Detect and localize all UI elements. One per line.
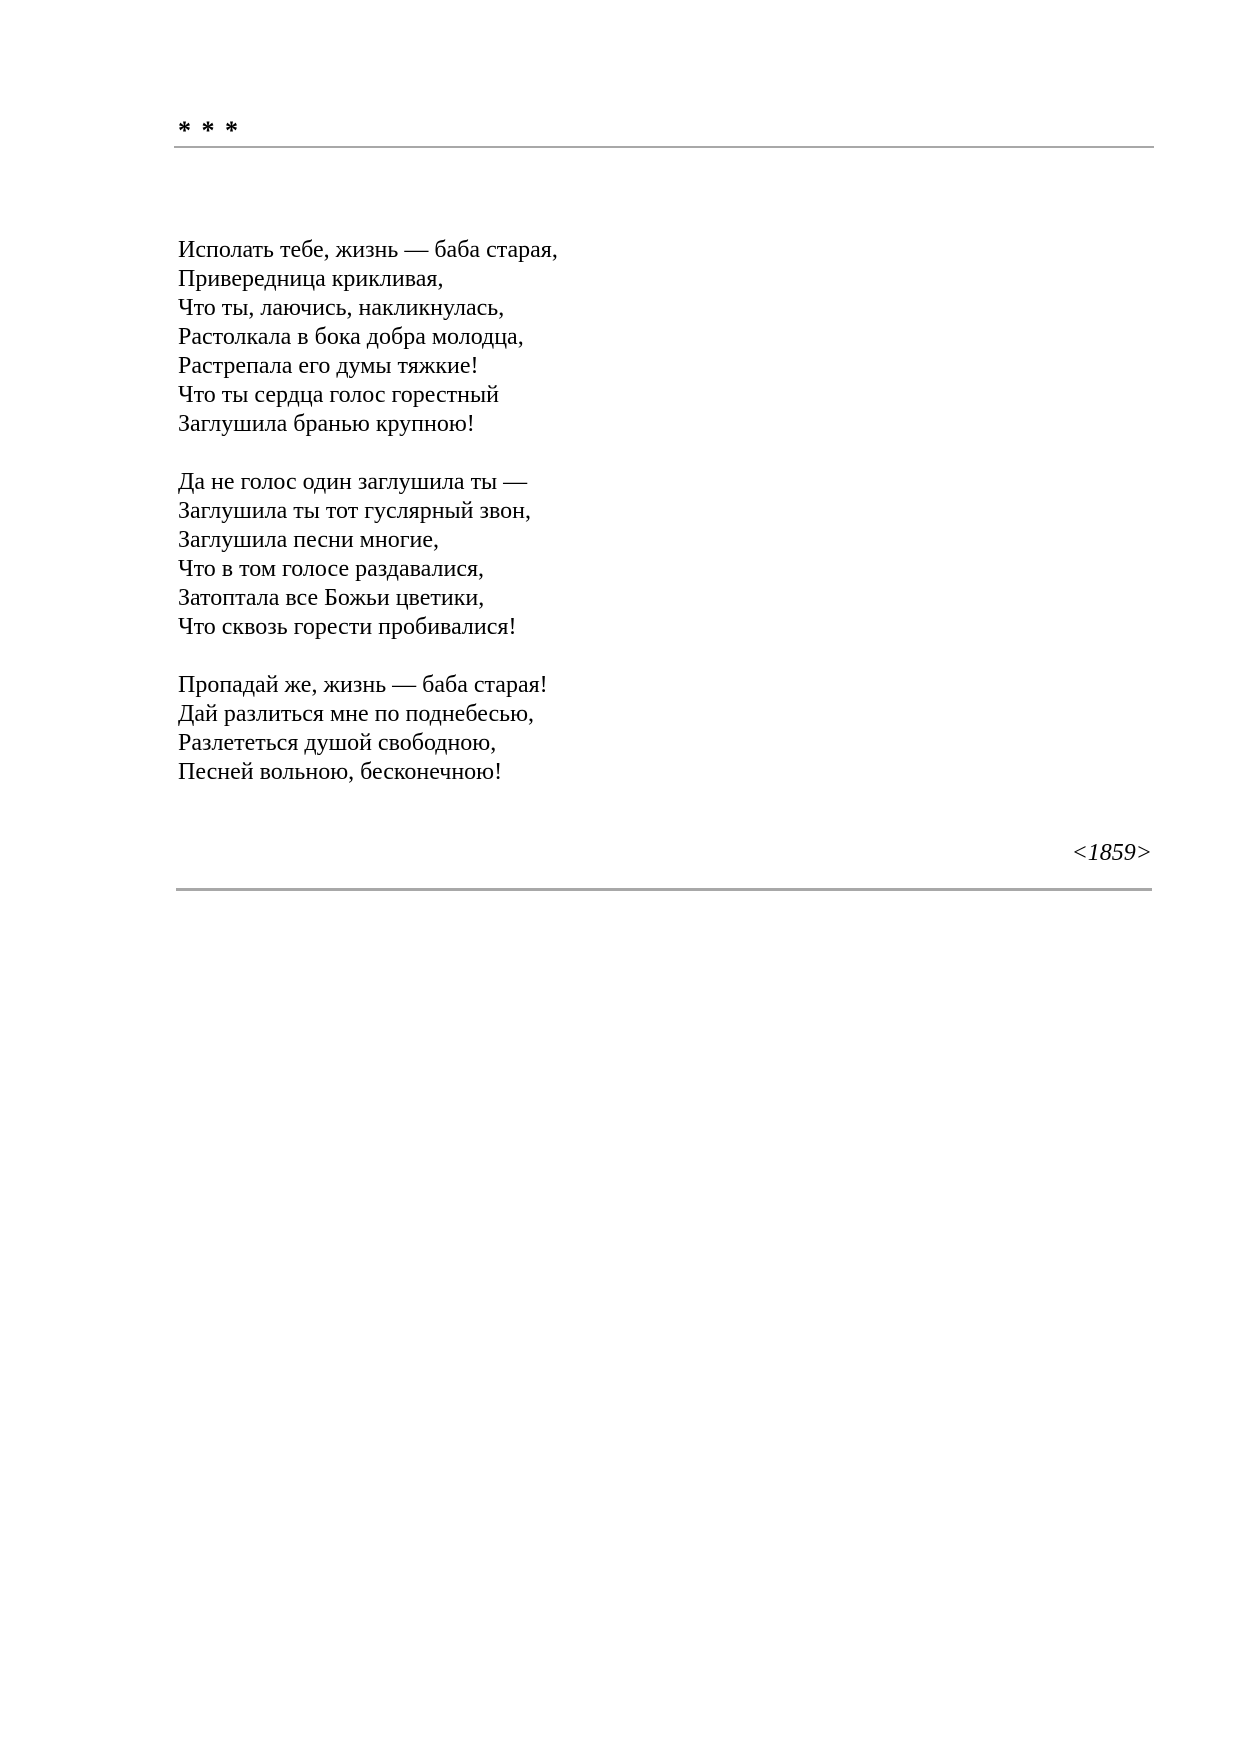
poem-line: Растрепала его думы тяжкие! xyxy=(178,353,479,379)
stanza-3 xyxy=(178,671,1078,787)
poem-line: Пропадай же, жизнь — баба старая! xyxy=(178,672,548,698)
poem-date: <1859> xyxy=(1071,840,1152,866)
stanza-1 xyxy=(178,236,1078,439)
bottom-divider xyxy=(176,888,1152,891)
poem-line: Заглушила бранью крупною! xyxy=(178,411,475,437)
top-divider xyxy=(174,146,1154,148)
poem-line: Затоптала все Божьи цветики, xyxy=(178,585,485,611)
poem-line: Песней вольною, бесконечною! xyxy=(178,759,503,785)
page-heading: * * * xyxy=(178,116,240,145)
poem-line: Растолкала в бока добра молодца, xyxy=(178,324,524,350)
poem xyxy=(178,236,1078,816)
poem-line: Дай разлиться мне по поднебесью, xyxy=(178,701,535,727)
poem-line: Разлететься душой свободною, xyxy=(178,730,497,756)
poem-line: Да не голос один заглушила ты — xyxy=(178,469,528,495)
poem-line: Заглушила песни многие, xyxy=(178,527,440,553)
poem-line: Что ты сердца голос горестный xyxy=(178,382,499,408)
poem-line: Заглушила ты тот гуслярный звон, xyxy=(178,498,532,524)
poem-line: Что ты, лаючись, накликнулась, xyxy=(178,295,505,321)
poem-line: Привередница крикливая, xyxy=(178,266,444,292)
poem-line: Что в том голосе раздавалися, xyxy=(178,556,485,582)
stanza-2 xyxy=(178,468,1078,642)
poem-line: Что сквозь горести пробивалися! xyxy=(178,614,517,640)
poem-line: Исполать тебе, жизнь — баба старая, xyxy=(178,237,558,263)
